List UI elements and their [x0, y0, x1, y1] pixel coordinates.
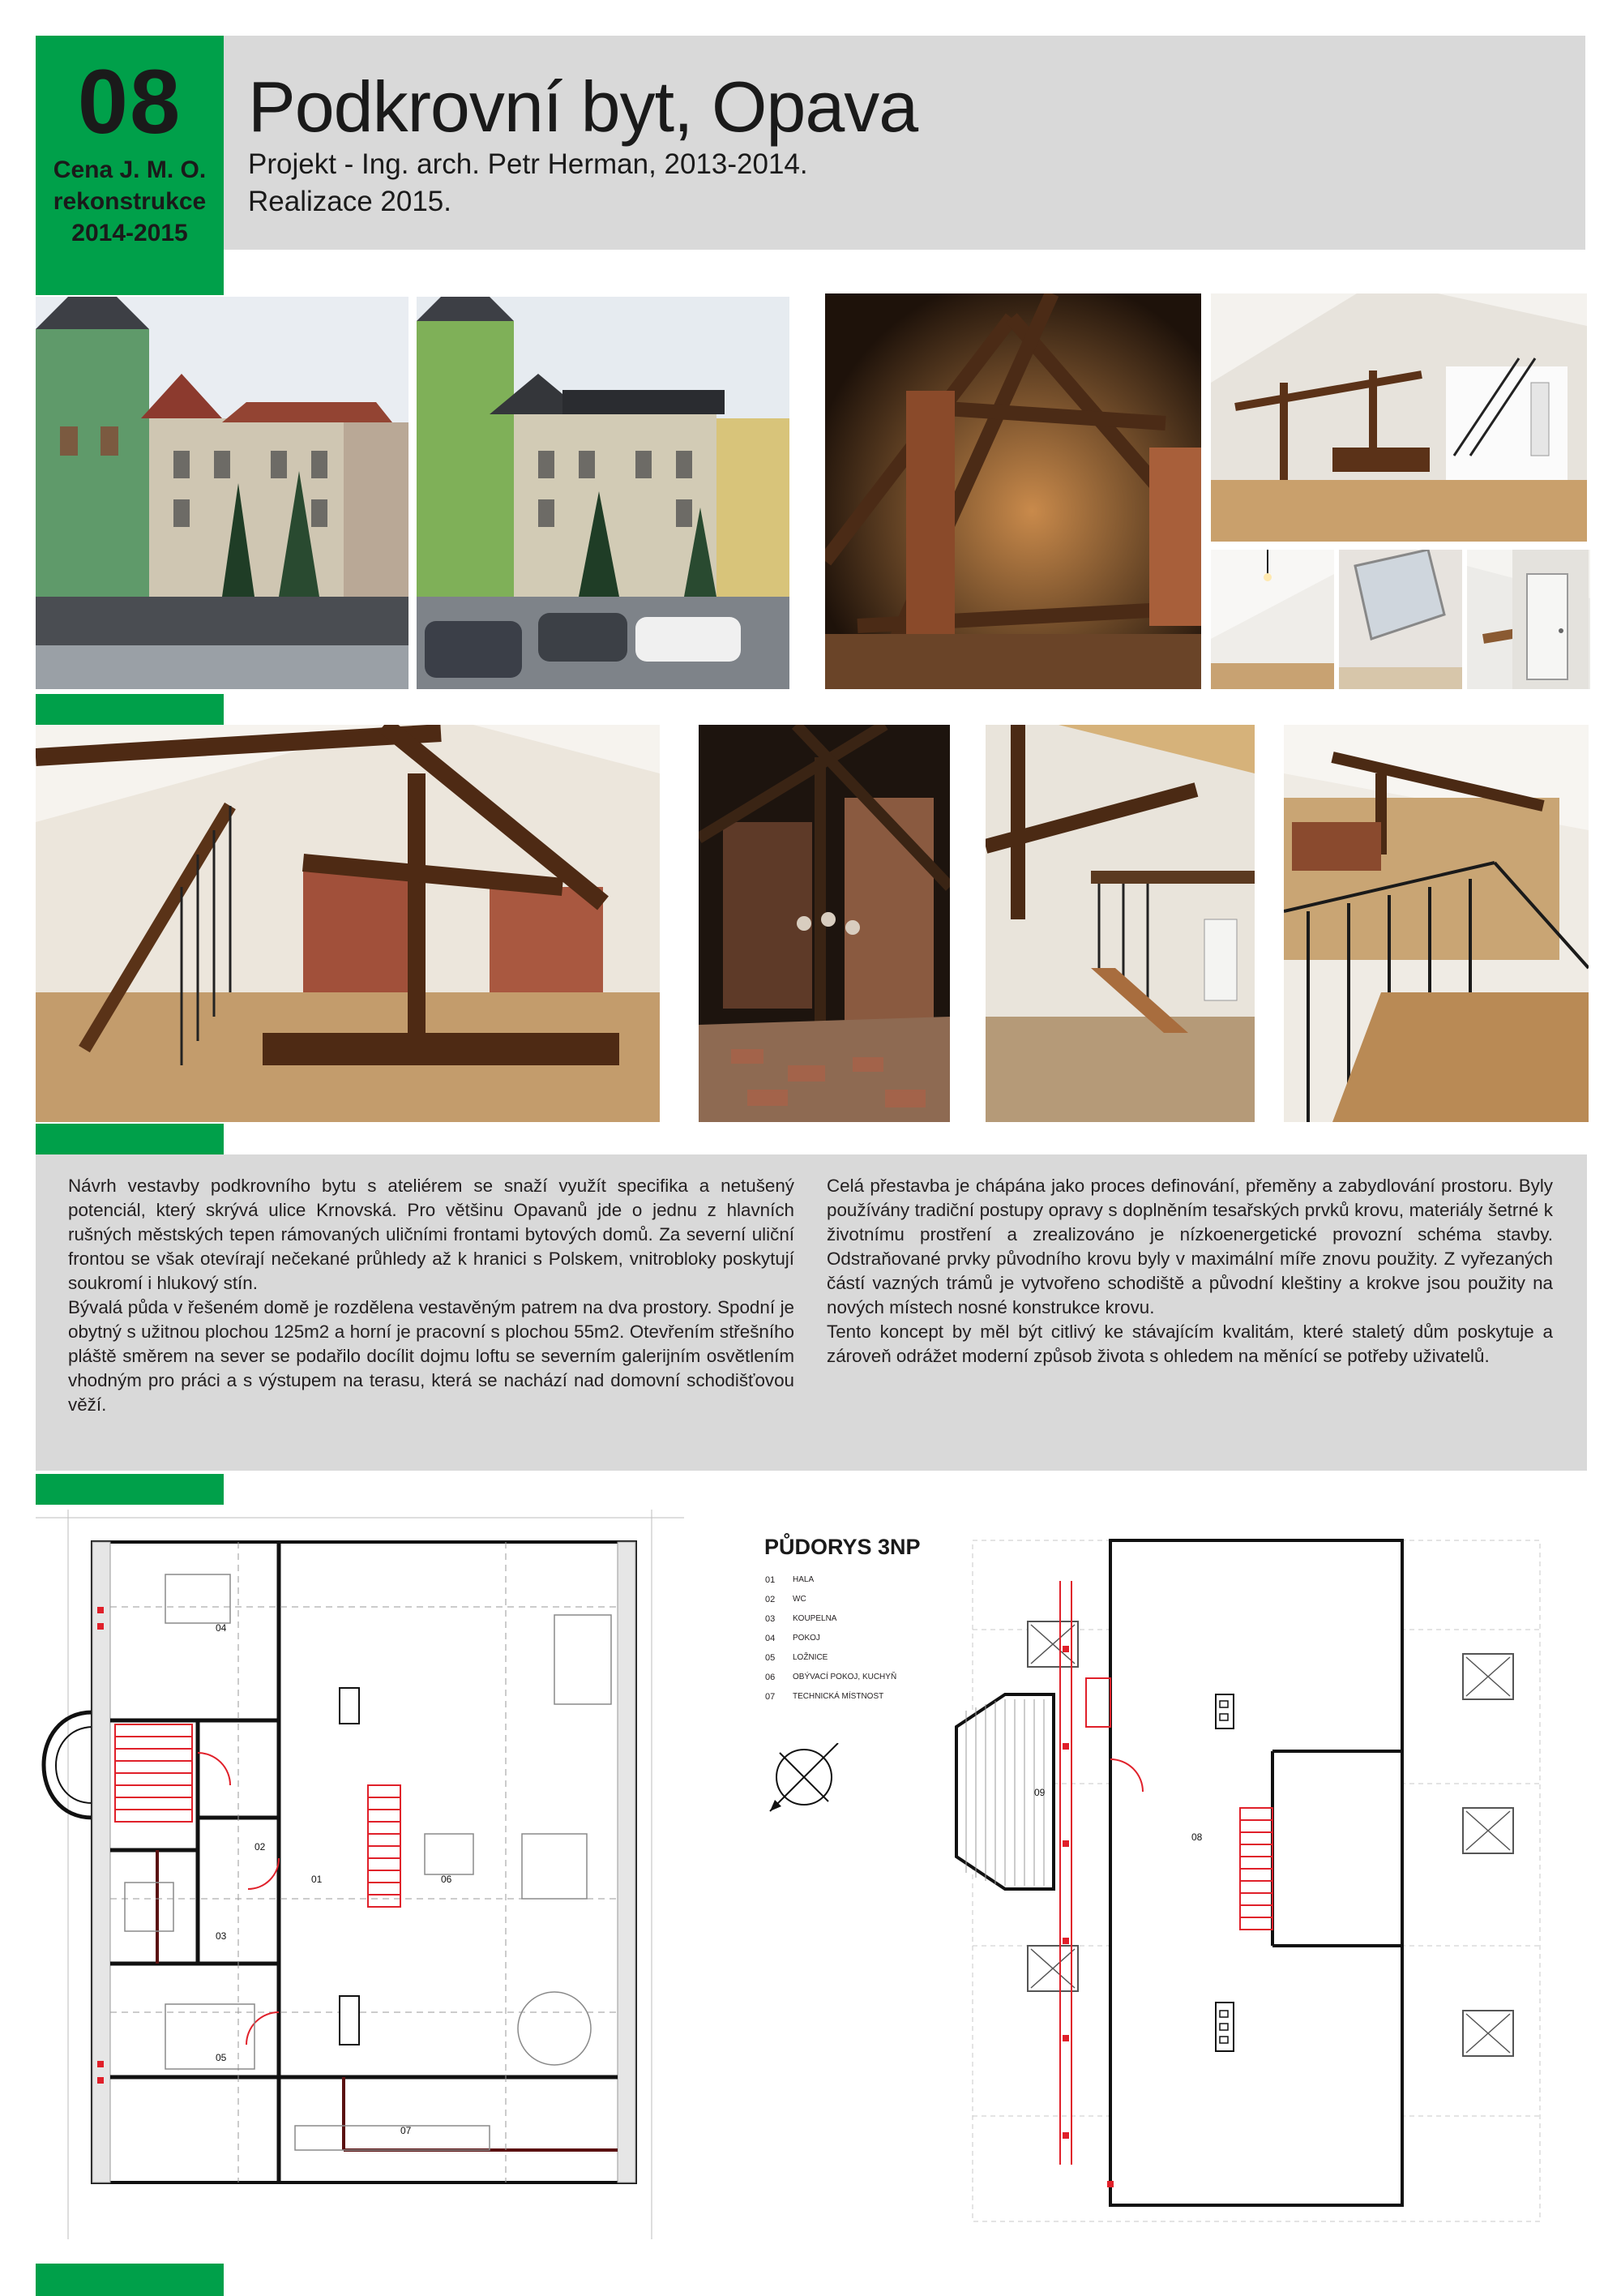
room-label-07: 07: [400, 2125, 412, 2136]
subtitle-line-2: Realizace 2015.: [248, 186, 451, 217]
room-label-01: 01: [311, 1874, 323, 1885]
legend-item: 06 OBÝVACÍ POKOJ, KUCHYŇ: [765, 1673, 897, 1682]
floor-plan-left: [36, 1510, 684, 2239]
page-subtitle: [248, 146, 808, 221]
photo-interior-stair-top: [1284, 725, 1589, 1122]
section-separator-1: [36, 694, 224, 725]
legend-item: 03 KOUPELNA: [765, 1614, 837, 1624]
plan-legend: [765, 1570, 896, 1707]
award-badge: [36, 36, 224, 295]
photo-interior-detail-1: [1211, 550, 1334, 689]
legend-item: 04 POKOJ: [765, 1634, 820, 1643]
room-label-09: 09: [1034, 1787, 1046, 1798]
text-column-right: [827, 1174, 1553, 1369]
text-column-left: [68, 1174, 794, 1417]
page-title: Podkrovní byt, Opava: [248, 66, 918, 147]
legend-item: 02 WC: [765, 1595, 806, 1604]
room-label-08: 08: [1191, 1831, 1203, 1843]
badge-line-3: 2014-2015: [71, 220, 188, 246]
photo-interior-loft: [1211, 293, 1587, 542]
plan-title: PŮDORYS 3NP: [764, 1535, 921, 1559]
photo-interior-detail-2: [1339, 550, 1462, 689]
floor-plan-right: [924, 1516, 1589, 2246]
legend-item: 01 HALA: [765, 1575, 815, 1585]
text-paragraph-left-1: Návrh vestavby podkrovního bytu s ateliérem se snaží využít specifika a netušený potenciál, který skrývá ulice Krnovská. Pro většinu Opavanů jde o jednu z hlavních rušných městských tepen rámovaných uličními frontami bytových domů. Za severní uliční frontou se však otevírají nečekané průhledy až k hranici s Polskem, vnitrobloky poskytují soukromí i hlukový stín.: [68, 1176, 794, 1293]
badge-number: 08: [77, 51, 182, 152]
photo-interior-staircase-wide: [36, 725, 660, 1122]
legend-item: 05 LOŽNICE: [765, 1653, 828, 1663]
badge-line-1: Cena J. M. O.: [53, 156, 207, 183]
section-separator-3: [36, 1474, 224, 1505]
room-label-05: 05: [216, 2052, 227, 2063]
room-label-03: 03: [216, 1930, 227, 1942]
subtitle-line-1: Projekt - Ing. arch. Petr Herman, 2013-2014.: [248, 148, 808, 180]
text-paragraph-left-2: Bývalá půda v řešeném domě je rozdělena vestavěným patrem na dva prostory. Spodní je obytný s užitnou plochou 125m2 a horní je pracovní s plochou 55m2. Otevřením střešního pláště směrem na sever se podařilo docílit dojmu loftu se severním galerijním osvětlením vhodným pro práci a s výstupem na terasu, která se nachází nad domovní schodišťovou věží.: [68, 1297, 794, 1415]
room-label-02: 02: [254, 1841, 266, 1853]
photo-interior-detail-4: [1512, 550, 1589, 689]
north-arrow-icon: [763, 1743, 845, 1816]
section-separator-2: [36, 1124, 224, 1154]
text-paragraph-right-1: Celá přestavba je chápána jako proces definování, přeměny a zabydlování prostoru. Byly používány tradiční postupy opravy s doplněním tesařských prvků krovu, materiály šetrné k životnímu prostření a zrealizováno je nízkoenergetické provozní schéma stavby. Odstraňované prvky původního krovu byly v maximální míře znovu použity. Z vyřezaných částí vazných trámů je vytvořeno schodiště a původní kleštiny a krokve jsou použity na nových místech nosné konstrukce krovu.: [827, 1176, 1553, 1317]
room-label-04: 04: [216, 1622, 227, 1634]
badge-line-2: rekonstrukce: [53, 188, 207, 215]
photo-attic-before: [825, 293, 1201, 689]
photo-facade-after: [417, 297, 789, 689]
room-label-06: 06: [441, 1874, 452, 1885]
text-paragraph-right-2: Tento koncept by měl být citlivý ke stávajícím kvalitám, které staletý dům poskytuje a zároveň odrážet moderní způsob života s ohledem na měnící se potřeby uživatelů.: [827, 1321, 1553, 1366]
photo-interior-gallery: [986, 725, 1255, 1122]
section-separator-4: [36, 2264, 224, 2296]
photo-attic-demolition: [699, 725, 950, 1122]
photo-facade-before: [36, 297, 408, 689]
legend-item: 07 TECHNICKÁ MÍSTNOST: [765, 1692, 884, 1702]
